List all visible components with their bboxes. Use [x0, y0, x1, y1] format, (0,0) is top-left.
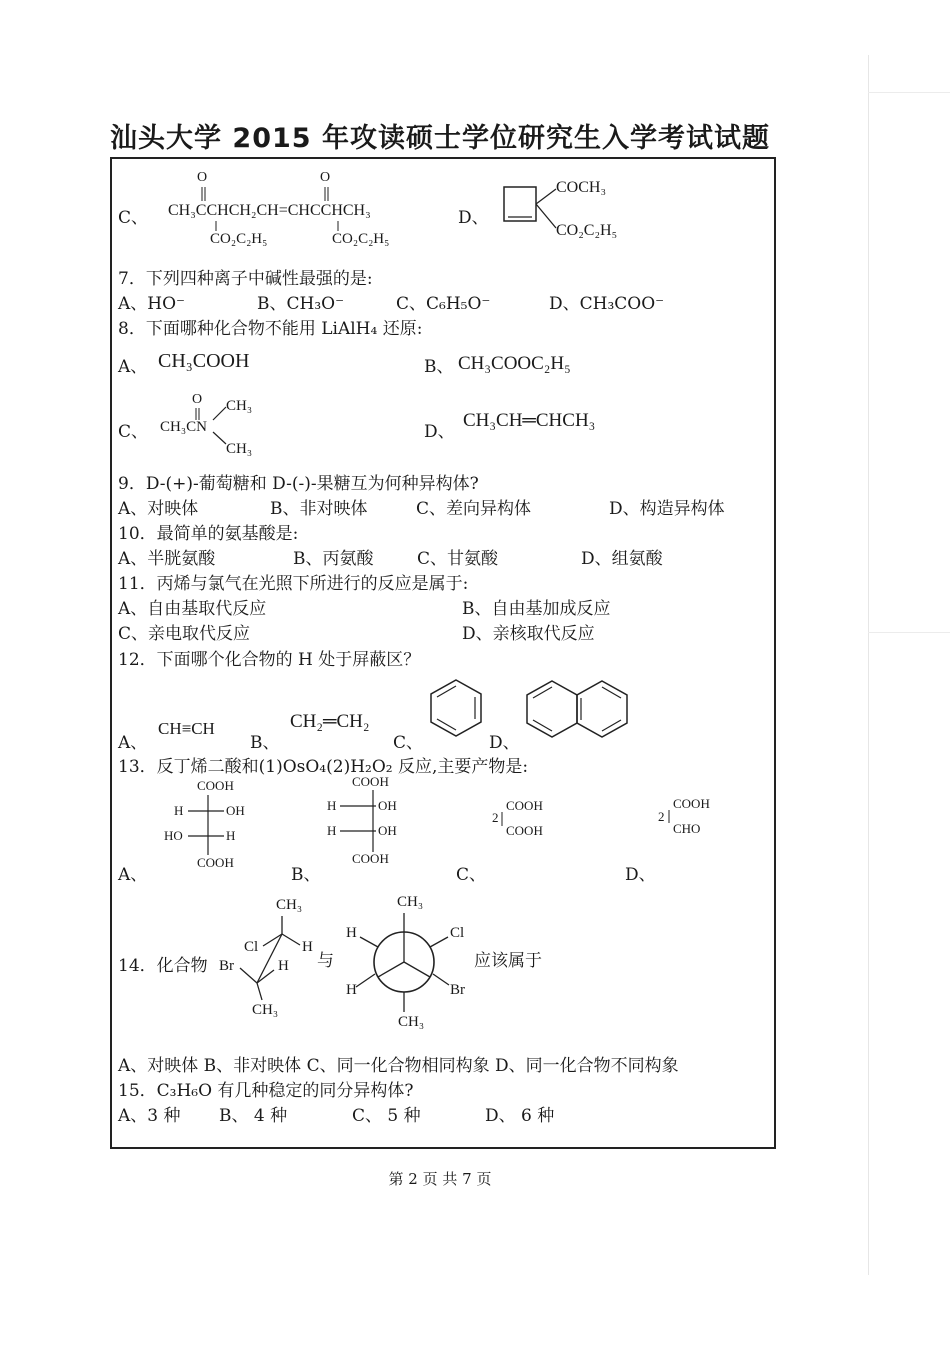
q14-with: 与: [317, 951, 334, 971]
q7-option-b: B、CH₃O⁻: [257, 294, 345, 314]
q14-newman-br: Br: [450, 982, 465, 998]
q8-c-label: C、: [118, 422, 149, 442]
q13-a-r2-right: H: [226, 828, 236, 843]
q13-c-top: COOH: [506, 798, 543, 813]
q6-c-label: C、: [118, 208, 149, 228]
q11-option-b: B、自由基加成反应: [462, 599, 611, 619]
q10-option-c: C、甘氨酸: [417, 549, 499, 569]
q9-stem: 9．D-(+)-葡萄糖和 D-(-)-果糖互为何种异构体?: [118, 474, 479, 494]
q6-c-ester2: CO₂C₂H₅: [332, 231, 390, 247]
q13-a-label: A、: [118, 865, 148, 885]
q7-stem: 7．下列四种离子中碱性最强的是:: [118, 269, 373, 289]
q14-sawhorse-br: Br: [219, 958, 234, 974]
q8-c-methyl2: CH₃: [226, 441, 253, 457]
q13-d-coefficient: 2: [658, 809, 665, 824]
q14-newman-cl: Cl: [450, 925, 465, 941]
q12-stem: 12．下面哪个化合物的 H 处于屏蔽区？: [118, 650, 421, 670]
q12-option-a: CH≡CH: [158, 719, 215, 738]
q10-option-a: A、半胱氨酸: [118, 549, 216, 569]
q12-option-b: CH₂═CH₂: [290, 711, 370, 732]
newman-projection: [0, 0, 10, 10]
q14-tail: 应该属于: [474, 951, 542, 971]
q12-b-label: B、: [250, 733, 280, 753]
q7-option-c: C、C₆H₅O⁻: [396, 294, 491, 314]
q12-a-label: A、: [118, 733, 148, 753]
q13-stem: 13．反丁烯二酸和(1)OsO₄(2)H₂O₂ 反应,主要产物是:: [118, 757, 529, 777]
scan-edge-line: [868, 92, 950, 93]
q14-sawhorse-h2: H: [278, 958, 289, 974]
q8-c-oxygen: O: [192, 392, 203, 407]
q8-a-label: A、: [118, 357, 148, 377]
q14-newman-bottom: CH₃: [398, 1014, 425, 1030]
exam-title: 汕头大学 2015 年攻读硕士学位研究生入学考试试题: [110, 123, 770, 154]
q15-option-d: D、 6 种: [485, 1106, 555, 1126]
q13-b-top: COOH: [352, 774, 389, 789]
page-number: 第 2 页 共 7 页: [388, 1170, 492, 1188]
q8-option-d: CH₃CH═CHCH₃: [463, 410, 596, 431]
q10-stem: 10．最简单的氨基酸是:: [118, 524, 299, 544]
q12-c-label: C、: [393, 733, 424, 753]
q14-newman-h1: H: [346, 925, 357, 941]
q9-option-d: D、构造异构体: [609, 499, 725, 519]
q13-c-bottom: COOH: [506, 823, 543, 838]
q11-option-c: C、亲电取代反应: [118, 624, 251, 644]
q14-options: A、对映体 B、非对映体 C、同一化合物相同构象 D、同一化合物不同构象: [118, 1056, 679, 1076]
q14-sawhorse-bottom: CH₃: [252, 1002, 279, 1018]
scan-edge-line: [868, 55, 869, 1275]
q14-stem-label: 14．化合物: [118, 956, 208, 976]
q13-d-top: COOH: [673, 796, 710, 811]
q14-newman-h2: H: [346, 982, 357, 998]
q7-option-a: A、HO⁻: [118, 294, 186, 314]
q15-option-b: B、 4 种: [219, 1106, 288, 1126]
q10-option-b: B、丙氨酸: [293, 549, 374, 569]
q13-b-r1-right: OH: [378, 798, 397, 813]
q15-option-a: A、3 种: [118, 1106, 181, 1126]
q13-d-bottom: CHO: [673, 821, 701, 836]
q13-a-top: COOH: [197, 778, 234, 793]
q13-b-r2-left: H: [327, 823, 337, 838]
q13-b-label: B、: [291, 865, 321, 885]
q12-d-label: D、: [489, 733, 520, 753]
q11-stem: 11．丙烯与氯气在光照下所进行的反应是属于:: [118, 574, 469, 594]
q6-c-carbonyl-o2: O: [320, 170, 331, 185]
q6-c-ester1: CO₂C₂H₅: [210, 231, 268, 247]
q8-stem: 8．下面哪种化合物不能用 LiAlH₄ 还原:: [118, 319, 423, 339]
q13-a-r1-right: OH: [226, 803, 245, 818]
q6-d-ester: CO₂C₂H₅: [556, 222, 618, 239]
q13-c-label: C、: [456, 865, 487, 885]
q10-option-d: D、组氨酸: [581, 549, 663, 569]
q14-newman-top: CH₃: [397, 894, 424, 910]
q6-d-acetyl: COCH₃: [556, 179, 607, 196]
q11-option-d: D、亲核取代反应: [462, 624, 595, 644]
q13-a-bottom: COOH: [197, 855, 234, 870]
q15-stem: 15．C₃H₆O 有几种稳定的同分异构体?: [118, 1081, 414, 1101]
scan-edge-line: [868, 632, 950, 633]
q6-c-formula: CH₃CCHCH₂CH=CHCCHCH₃: [168, 202, 371, 219]
q14-sawhorse-h1: H: [302, 939, 313, 955]
q15-option-c: C、 5 种: [352, 1106, 421, 1126]
q8-option-a: CH₃COOH: [158, 350, 250, 372]
q8-b-label: B、: [424, 357, 454, 377]
q13-b-r1-left: H: [327, 798, 337, 813]
q9-option-c: C、差向异构体: [416, 499, 532, 519]
q13-c-coefficient: 2: [492, 810, 499, 825]
q8-c-methyl1: CH₃: [226, 398, 253, 414]
q9-option-a: A、对映体: [118, 499, 199, 519]
q14-sawhorse-top: CH₃: [276, 897, 303, 913]
q14-sawhorse-cl: Cl: [244, 939, 259, 955]
q13-b-bottom: COOH: [352, 851, 389, 866]
q6-d-label: D、: [458, 208, 489, 228]
q8-option-b: CH₃COOC₂H₅: [458, 353, 571, 374]
q8-d-label: D、: [424, 422, 455, 442]
q7-option-d: D、CH₃COO⁻: [549, 294, 665, 314]
q6-c-carbonyl-o1: O: [197, 170, 208, 185]
q13-a-r2-left: HO: [164, 828, 183, 843]
q13-d-label: D、: [625, 865, 656, 885]
q13-b-r2-right: OH: [378, 823, 397, 838]
q11-option-a: A、自由基取代反应: [118, 599, 267, 619]
q13-a-r1-left: H: [174, 803, 184, 818]
q8-c-formula: CH₃CN: [160, 419, 207, 435]
q9-option-b: B、非对映体: [270, 499, 368, 519]
